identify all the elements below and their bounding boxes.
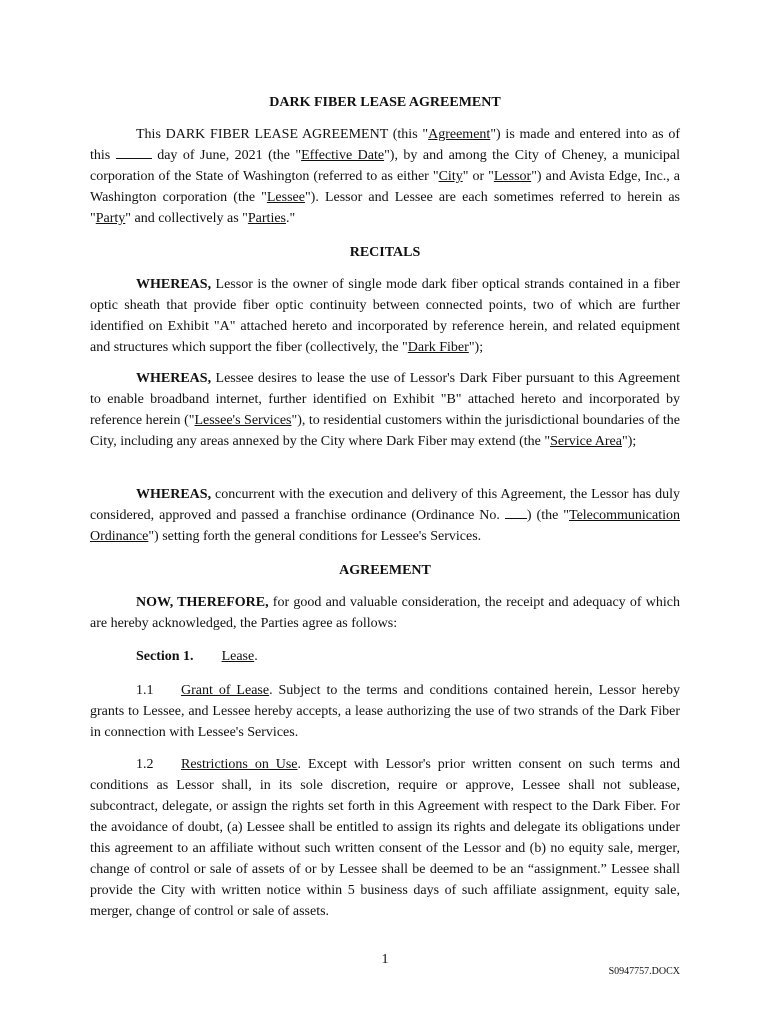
- now-therefore-paragraph: NOW, THEREFORE, for good and valuable consideration, the receipt and adequacy of which are hereby acknowledged, the Parties agree as follows:: [90, 595, 680, 631]
- whereas-paragraph-1: WHEREAS, Lessor is the owner of single mode dark fiber optical strands contained in a fiber optic sheath that provide fiber optic continuity between connected points, two of which are further identified on Exhibit "A" attached hereto and incorporated by reference herein, and related equipment and structures which support the fiber (collectively, the "Dark Fiber");: [90, 277, 680, 355]
- intro-paragraph: This DARK FIBER LEASE AGREEMENT (this "Agreement") is made and entered into as of this day of June, 2021 (the "Effective Date"), by and among the City of Cheney, a municipal corporation of the State of Washington (referred to as either "City" or "Lessor") and Avista Edge, Inc., a Washington corporation (the "Lessee"). Lessor and Lessee are each sometimes referred to herein as "Party" and collectively as "Parties.": [90, 127, 681, 226]
- section-1-1-paragraph: 1.1 Grant of Lease. Subject to the terms and conditions contained herein, Lessor hereby grants to Lessee, and Lessee hereby accepts, a lease authorizing the use of two strands of the Dark Fiber in connection with Lessee's Services.: [90, 683, 680, 740]
- page-number: 1: [381, 952, 389, 967]
- document-id: S0947757.DOCX: [608, 966, 680, 977]
- document-title: DARK FIBER LEASE AGREEMENT: [269, 95, 501, 110]
- whereas-paragraph-2: WHEREAS, Lessee desires to lease the use of Lessor's Dark Fiber pursuant to this Agreement to enable broadband internet, further identified on Exhibit "B" attached hereto and incorporated by reference herein ("Lessee's Services"), to residential customers within the jurisdictional boundaries of the City, including any areas annexed by the City where Dark Fiber may extend (the "Service Area");: [90, 371, 680, 449]
- section-1-2-paragraph: 1.2 Restrictions on Use. Except with Lessor's prior written consent on such terms and conditions as Lessor shall, in its sole discretion, require or approve, Lessee shall not sublease, subcontract, delegate, or assign the rights set forth in this Agreement with respect to the Dark Fiber. For the avoidance of doubt, (a) Lessee shall be entitled to assign its rights and delegate its obligations under this agreement to an affiliate without such written consent of the Lessor and (b) no equity sale, merger, change of control or sale of assets of or by Lessee shall be deemed to be an “assignment.” Lessee shall provide the City with written notice within 5 business days of such affiliate assignment, equity sale, merger, change of control or sale of assets.: [90, 757, 681, 919]
- agreement-heading: AGREEMENT: [339, 563, 431, 578]
- section-1-heading: Section 1. Lease.: [136, 649, 258, 664]
- recitals-heading: RECITALS: [349, 245, 421, 260]
- whereas-paragraph-3: WHEREAS, concurrent with the execution and delivery of this Agreement, the Lessor has duly considered, approved and passed a franchise ordinance (Ordinance No. ) (the "Telecommunication Ordinance") setting forth the general conditions for Lessee's Services.: [90, 487, 680, 544]
